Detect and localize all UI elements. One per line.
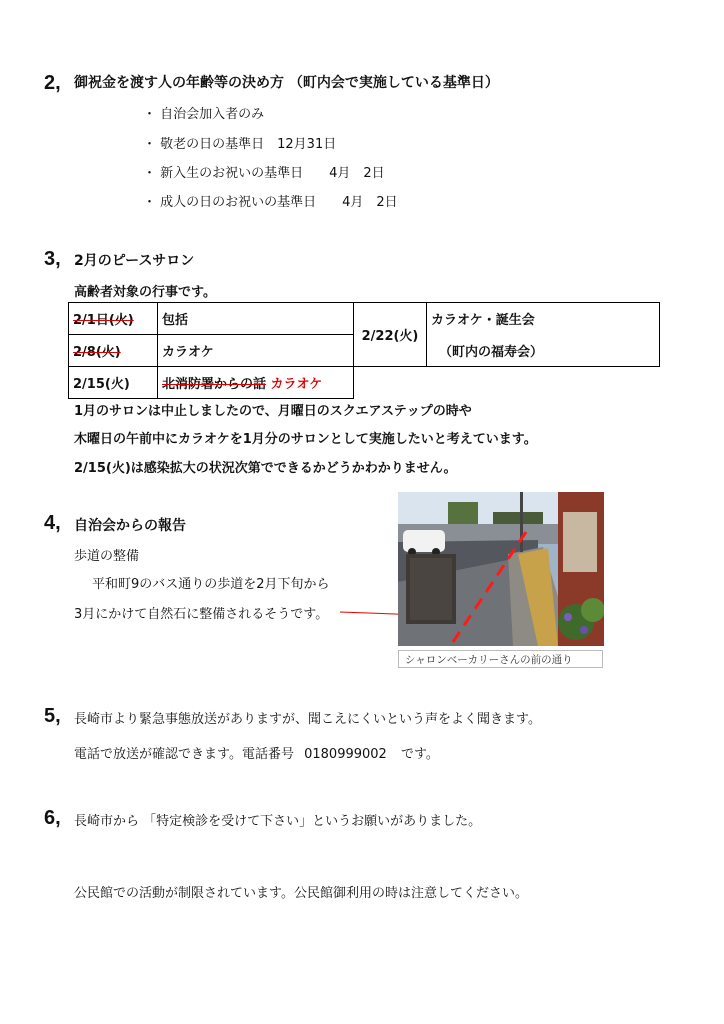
phone-suffix: です。 — [400, 747, 439, 762]
table-cell-event: カラオケ・誕生会 — [427, 303, 660, 335]
table-cell-place: （町内の福寿会） — [427, 335, 660, 367]
section-3-number: 3, — [44, 248, 61, 270]
section-4-line: 3月にかけて自然石に整備されるそうです。 — [74, 607, 329, 622]
section-3-intro: 高齢者対象の行事です。 — [74, 285, 216, 300]
section-3-line: 木曜日の午前中にカラオケを1月分のサロンとして実施したいと考えています。 — [74, 432, 537, 447]
bullet-item: ・ 敬老の日の基準日 12月31日 — [143, 137, 337, 152]
phone-number: 0180999002 — [304, 747, 387, 762]
table-cell-date: 2/15(火) — [69, 367, 158, 399]
section-3-line: 1月のサロンは中止しましたので、月曜日のスクエアステップの時や — [74, 404, 472, 419]
section-2-title: 御祝金を渡す人の年齢等の決め方 （町内会で実施している基準日） — [74, 75, 499, 91]
section-4-subtitle: 歩道の整備 — [74, 549, 140, 564]
table-cell-date — [69, 335, 158, 367]
section-4-title: 自治会からの報告 — [74, 518, 186, 534]
event-replacement: カラオケ — [270, 377, 323, 392]
section-6-line: 長崎市から 「特定検診を受けて下さい」というお願いがありました。 — [74, 814, 482, 829]
table-row — [69, 367, 660, 399]
section-6-number: 6, — [44, 807, 61, 829]
table-cell-event: 包括 — [158, 303, 354, 335]
salon-schedule-table — [68, 302, 660, 399]
section-3-line: 2/15(火)は感染拡大の状況次第でできるかどうかわかりません。 — [74, 461, 457, 476]
section-5-line: 長崎市より緊急事態放送がありますが、聞こえにくいという声をよく聞きます。 — [74, 712, 541, 727]
table-row — [69, 303, 660, 335]
section-3-title: 2月のピースサロン — [74, 253, 195, 269]
table-cell-event — [158, 367, 354, 399]
bullet-item: ・ 成人の日のお祝いの基準日 4月 2日 — [143, 195, 398, 210]
phone-label: 電話で放送が確認できます。電話番号 — [74, 747, 294, 762]
section-5-number: 5, — [44, 705, 61, 727]
table-cell-date: 2/22(火) — [354, 303, 427, 367]
footer-note: 公民館での活動が制限されています。公民館御利用の時は注意してください。 — [74, 886, 528, 901]
table-cell-event: カラオケ — [158, 335, 354, 367]
sidewalk-photo — [398, 492, 604, 646]
bullet-item: ・ 自治会加入者のみ — [143, 107, 265, 122]
section-4-number: 4, — [44, 512, 61, 534]
photo-caption: シャロンベーカリーさんの前の通り — [398, 650, 603, 668]
date-struck: 2/1日(火) — [73, 313, 134, 328]
section-4-line: 平和町9のバス通りの歩道を2月下旬から — [92, 577, 330, 592]
section-5-phone-line — [74, 743, 439, 762]
section-2-number: 2, — [44, 72, 61, 94]
table-cell-date — [69, 303, 158, 335]
event-struck: 北消防署からの話 — [162, 377, 267, 392]
date-struck: 2/8(火) — [73, 345, 121, 360]
bullet-item: ・ 新入生のお祝いの基準日 4月 2日 — [143, 166, 385, 181]
